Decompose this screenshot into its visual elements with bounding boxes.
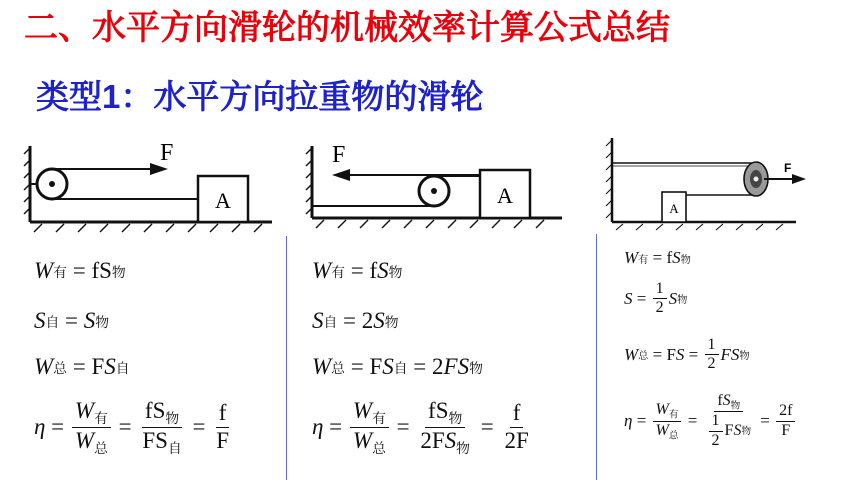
formula-efficiency-3: η = $\frac{W_有}{W_总}$ = $fS_物$ $\frac{1}{2}$ F S 物 = $\frac{2f}{F}$ (624, 392, 797, 450)
formula-w-total-1: W 总 = F S 自 (34, 354, 130, 379)
formula-group-1 (34, 258, 284, 478)
force-arrow-2 (332, 169, 350, 181)
pulley-diagram-1 (22, 140, 277, 235)
page-title: 二、水平方向滑轮的机械效率计算公式总结 (24, 9, 670, 47)
force-label-3: F (784, 161, 792, 175)
formula-s-free-3: S = $\frac{1}{2}$ S 物 (624, 280, 688, 317)
fraction: $\frac{2f}{F}$ (776, 402, 795, 440)
pulley-diagram-3 (600, 134, 816, 234)
fraction: $\frac{1}{2}$ (709, 412, 723, 450)
force-label-2: F (332, 142, 346, 168)
block-label-2: A (497, 183, 513, 208)
fraction: $fS_物$ $\frac{1}{2}$ F S 物 (704, 392, 755, 450)
formula-w-total-3: W 总 = F S = $\frac{1}{2}$ F S 物 (624, 336, 750, 373)
force-label-1: F (160, 140, 174, 166)
fraction: $\frac{fS_物}{FS_自}$ (142, 398, 182, 456)
fraction: $\frac{f}{F}$ (216, 400, 230, 453)
fraction: $\frac{1}{2}$ (653, 280, 667, 318)
formula-efficiency-2: η = $\frac{W_有}{W_总}$ = $\frac{fS_物}{2FS_物}$ = $\frac{f}{2F}$ (312, 398, 534, 456)
formula-group-3 (624, 246, 844, 480)
column-divider-2 (596, 234, 597, 480)
block-label-1: A (215, 188, 231, 213)
fraction: $\frac{1}{2}$ (705, 336, 719, 374)
force-arrow-3 (792, 174, 806, 184)
formula-s-free-2: S 自 = 2 S 物 (312, 308, 399, 333)
formula-w-total-2: W 总 = F S 自 = 2 F S 物 (312, 354, 483, 379)
fraction: $\frac{f}{2F}$ (504, 400, 529, 453)
formula-s-free-1: S 自 = S 物 (34, 308, 110, 333)
fraction: $\frac{W_有}{W_总}$ (653, 401, 682, 441)
fraction: $\frac{fS_物}{2FS_物}$ (420, 398, 470, 456)
pulley-1 (37, 169, 67, 199)
block-label-3: A (669, 201, 679, 216)
fraction: $\frac{W_有}{W_总}$ (72, 398, 111, 456)
fraction: $\frac{W_有}{W_总}$ (350, 398, 389, 456)
section-subtitle: 类型1：水平方向拉重物的滑轮 (36, 78, 484, 115)
pulley-2 (419, 176, 449, 206)
pulley-diagram-2 (304, 140, 566, 235)
formula-w-useful-3: W 有 = f S 物 (624, 248, 691, 267)
formula-w-useful-1: W 有 = fS 物 (34, 258, 126, 283)
formula-efficiency-1: η = $\frac{W_有}{W_总}$ = $\frac{fS_物}{FS_自}$ = $\frac{f}{F}$ (34, 398, 234, 456)
formula-w-useful-2: W 有 = f S 物 (312, 258, 403, 283)
column-divider-1 (286, 236, 287, 480)
formula-group-2 (312, 258, 592, 478)
